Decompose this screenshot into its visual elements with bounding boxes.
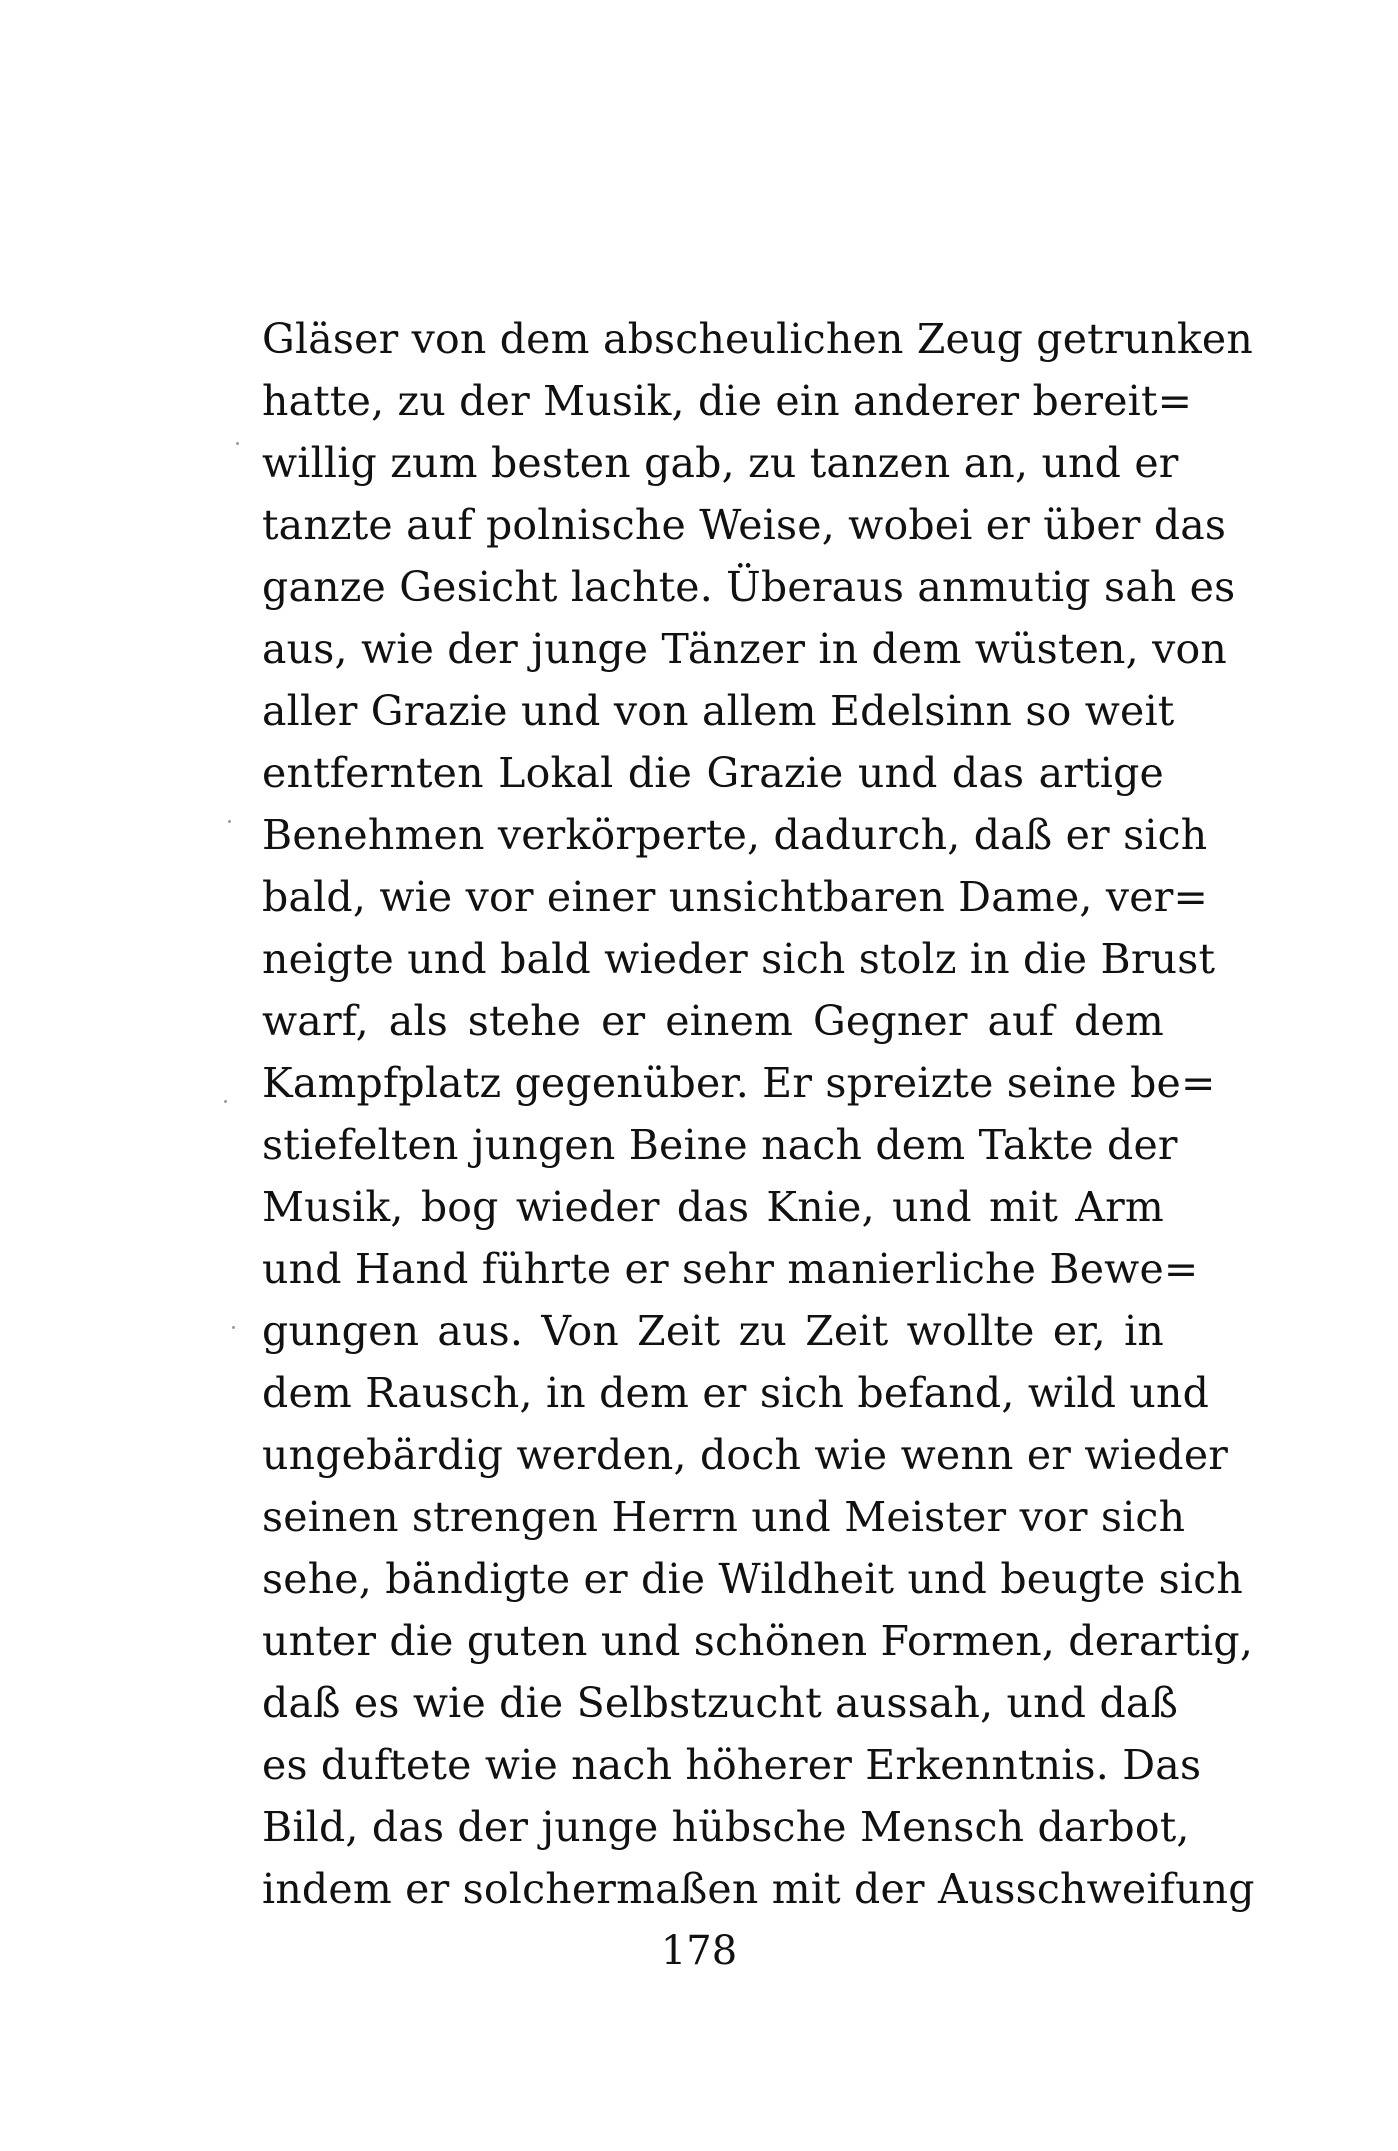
text-line: Bild, das der junge hübsche Mensch darbot, <box>262 1803 1190 1851</box>
text-line: und Hand führte er sehr manierliche Bewe= <box>262 1245 1199 1293</box>
paper-speck <box>232 1326 235 1329</box>
text-line: hatte, zu der Musik, die ein anderer bereit= <box>262 377 1193 425</box>
text-line: ungebärdig werden, doch wie wenn er wieder <box>262 1431 1229 1479</box>
text-line: gungen aus. Von Zeit zu Zeit wollte er, in <box>262 1307 1164 1355</box>
paper-speck <box>228 820 231 823</box>
text-line: Benehmen verkörperte, dadurch, daß er sich <box>262 811 1208 859</box>
text-line: daß es wie die Selbstzucht aussah, und daß <box>262 1679 1179 1727</box>
paper-speck <box>236 442 239 445</box>
text-line: seinen strengen Herrn und Meister vor sich <box>262 1493 1186 1541</box>
page-number: 178 <box>660 1928 738 1974</box>
text-line: es duftete wie nach höherer Erkenntnis. Das <box>262 1741 1202 1789</box>
text-line: warf, als stehe er einem Gegner auf dem <box>262 997 1164 1045</box>
text-line: willig zum besten gab, zu tanzen an, und er <box>262 439 1179 487</box>
text-line: Kampfplatz gegenüber. Er spreizte seine be= <box>262 1059 1216 1107</box>
text-line: Musik, bog wieder das Knie, und mit Arm <box>262 1183 1164 1231</box>
text-line: tanzte auf polnische Weise, wobei er über das <box>262 501 1227 549</box>
text-line: neigte und bald wieder sich stolz in die Brust <box>262 935 1216 983</box>
text-line: aller Grazie und von allem Edelsinn so weit <box>262 687 1175 735</box>
text-line: stiefelten jungen Beine nach dem Takte der <box>262 1121 1178 1169</box>
text-line: dem Rausch, in dem er sich befand, wild und <box>262 1369 1210 1417</box>
text-line: bald, wie vor einer unsichtbaren Dame, ver= <box>262 873 1209 921</box>
paper-speck <box>224 1100 227 1103</box>
text-line: aus, wie der junge Tänzer in dem wüsten, von <box>262 625 1227 673</box>
body-text <box>262 308 1255 1920</box>
text-line: unter die guten und schönen Formen, derartig, <box>262 1617 1254 1665</box>
text-line: entfernten Lokal die Grazie und das artige <box>262 749 1164 797</box>
text-line: indem er solchermaßen mit der Ausschweifung <box>262 1865 1255 1913</box>
text-line: sehe, bändigte er die Wildheit und beugte sich <box>262 1555 1243 1603</box>
text-line: Gläser von dem abscheulichen Zeug getrunken <box>262 315 1253 363</box>
text-line: ganze Gesicht lachte. Überaus anmutig sah es <box>262 563 1236 611</box>
